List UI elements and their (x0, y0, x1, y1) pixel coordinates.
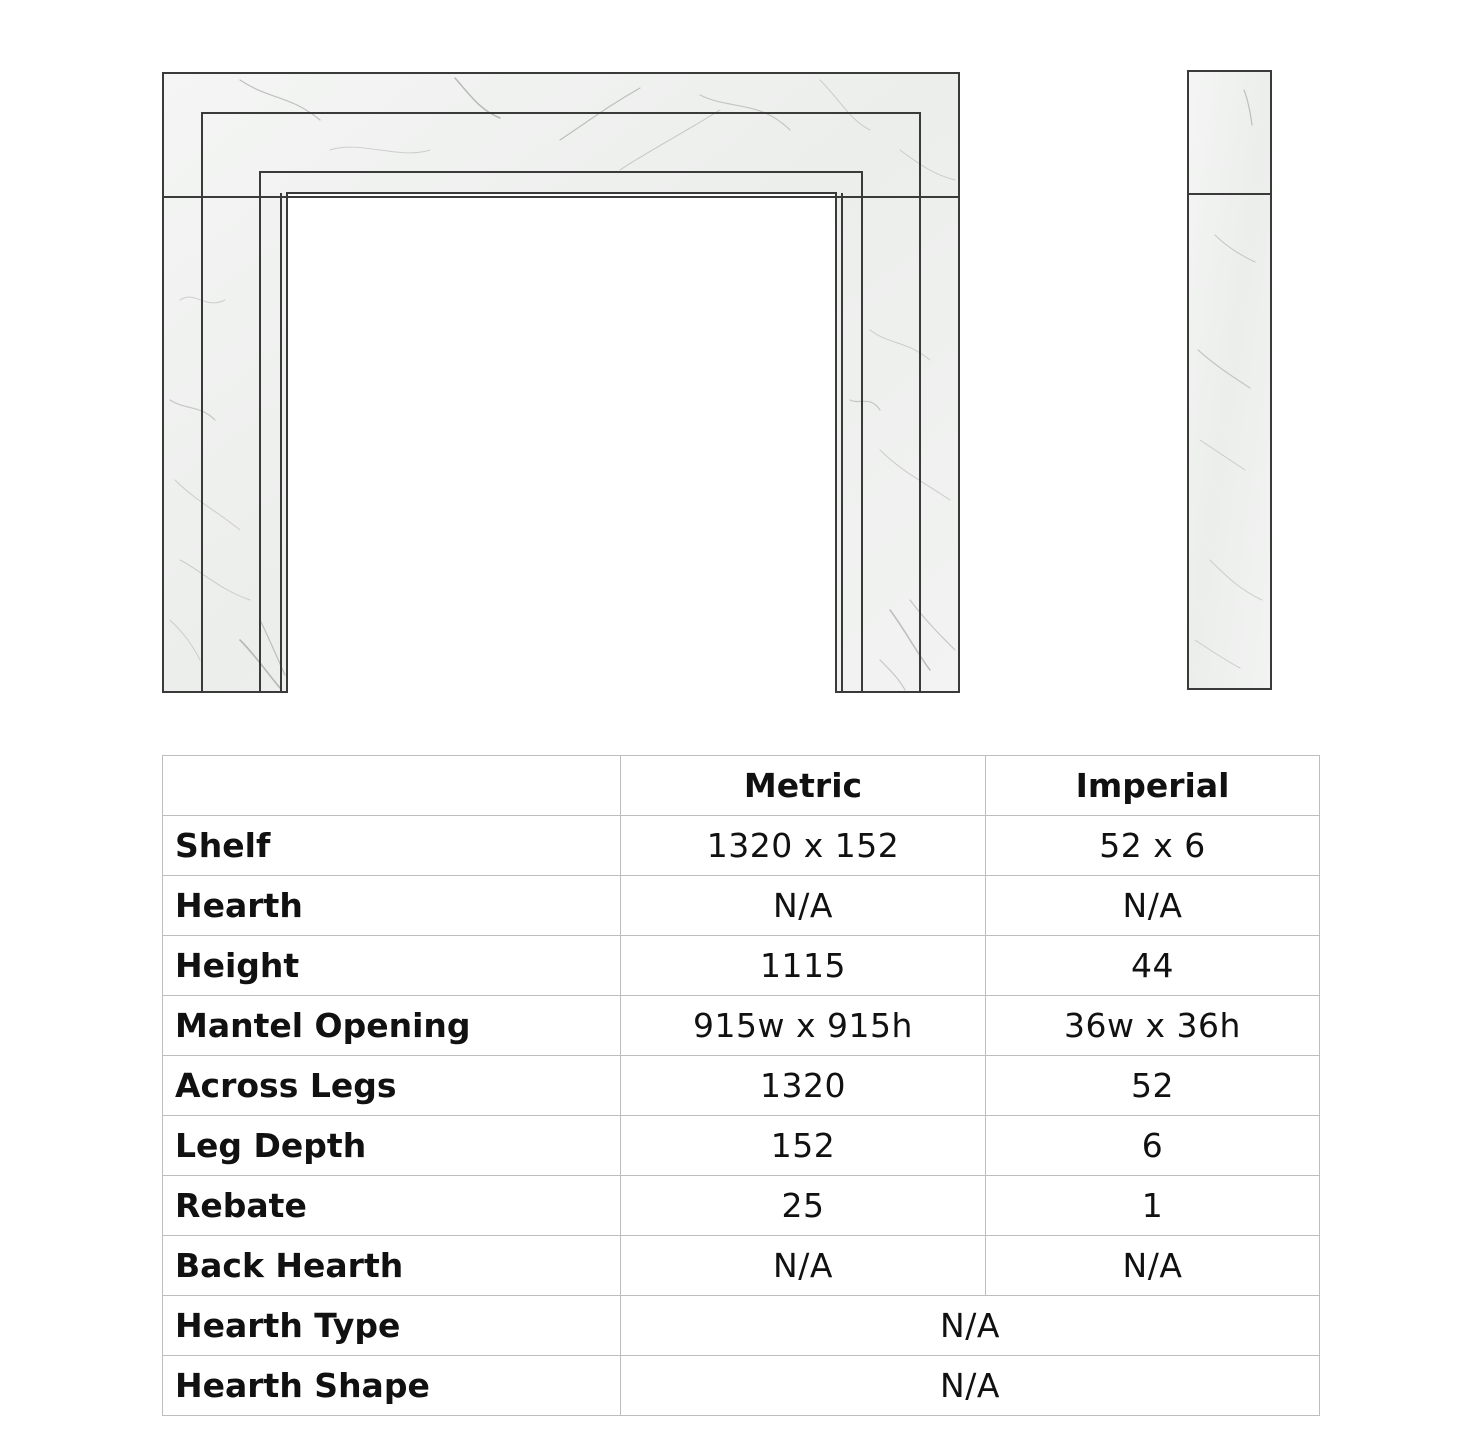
table-row (163, 1056, 1320, 1116)
row-label: Back Hearth (163, 1236, 621, 1296)
imperial-value: 36w x 36h (986, 996, 1320, 1056)
table-row-merged (163, 1356, 1320, 1416)
row-label: Hearth (163, 876, 621, 936)
metric-value: 25 (621, 1176, 986, 1236)
merged-value: N/A (621, 1296, 1320, 1356)
metric-value: N/A (621, 876, 986, 936)
row-label: Rebate (163, 1176, 621, 1236)
table-row (163, 1116, 1320, 1176)
imperial-value: N/A (986, 876, 1320, 936)
imperial-value: 1 (986, 1176, 1320, 1236)
imperial-value: 52 (986, 1056, 1320, 1116)
header-imperial: Imperial (986, 756, 1320, 816)
table-row (163, 1236, 1320, 1296)
metric-value: 1320 x 152 (621, 816, 986, 876)
header-empty-cell (163, 756, 621, 816)
table-row (163, 876, 1320, 936)
mantel-surround (163, 73, 959, 692)
metric-value: 1115 (621, 936, 986, 996)
metric-value: 152 (621, 1116, 986, 1176)
row-label: Hearth Shape (163, 1356, 621, 1416)
fireplace-drawing (0, 0, 1464, 720)
table-row (163, 996, 1320, 1056)
table-row (163, 936, 1320, 996)
metric-value: 915w x 915h (621, 996, 986, 1056)
table-row-merged (163, 1296, 1320, 1356)
imperial-value: 44 (986, 936, 1320, 996)
table-row (163, 1176, 1320, 1236)
row-label: Height (163, 936, 621, 996)
row-label: Shelf (163, 816, 621, 876)
imperial-value: 6 (986, 1116, 1320, 1176)
metric-value: N/A (621, 1236, 986, 1296)
imperial-value: 52 x 6 (986, 816, 1320, 876)
metric-value: 1320 (621, 1056, 986, 1116)
merged-value: N/A (621, 1356, 1320, 1416)
side-elevation (1188, 71, 1271, 689)
row-label: Mantel Opening (163, 996, 621, 1056)
table-row (163, 816, 1320, 876)
row-label: Across Legs (163, 1056, 621, 1116)
spec-table (162, 755, 1320, 1416)
side-profile (1188, 71, 1271, 689)
front-elevation (163, 73, 959, 692)
header-metric: Metric (621, 756, 986, 816)
table-header-row (163, 756, 1320, 816)
row-label: Leg Depth (163, 1116, 621, 1176)
imperial-value: N/A (986, 1236, 1320, 1296)
row-label: Hearth Type (163, 1296, 621, 1356)
